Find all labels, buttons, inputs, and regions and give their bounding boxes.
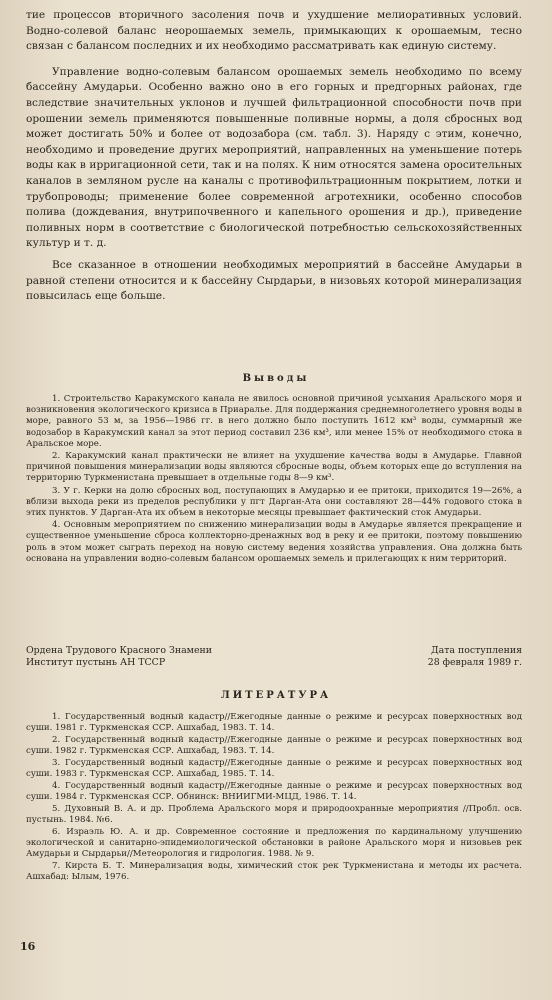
conclusion-3: 3. У г. Керки на долю сбросных вод, поступающих в Амударью и ее притоки, приходится 19—26%, а вблизи выхода реки из пределов республики у пгт Дарган-Ата они составляют 28—44% годового стока в этих пунктов. У Дарган-Ата их объем в некоторые месяцы превышает фактический сток Амударьи. <box>26 485 522 519</box>
reference-4: 4. Государственный водный кадастр//Ежегодные данные о режиме и ресурсах поверхностных вод суши. 1984 г. Туркменская ССР. Обнинск: ВНИИГМИ-МЦД, 1986. Т. 14. <box>26 781 522 802</box>
paragraph-3: Все сказанное в отношении необходимых мероприятий в бассейне Амударьи в равной степени относится и к бассейну Сырдарьи, в низовьях которой минерализация повысилась еще больше. <box>26 258 522 303</box>
paragraph-1: тие процессов вторичного засоления почв и ухудшение мелиоративных условий. Водно-солевой баланс неорошаемых земель, примыкающих к орошаемым, тесно связан с балансом последних и их необходимо рассматривать как единую систему. <box>26 9 522 53</box>
received-value: 28 февраля 1989 г. <box>427 657 522 668</box>
main-text <box>26 8 522 305</box>
reference-7: 7. Кирста Б. Т. Минерализация воды, химический сток рек Туркменистана и методы их расчета. Ашхабад: Ылым, 1976. <box>26 861 522 882</box>
conclusions-heading: Выводы <box>242 373 310 384</box>
received-label: Дата поступления <box>431 645 522 656</box>
paragraph-2: Управление водно-солевым балансом орошаемых земель необходимо по всему бассейну Амударьи. Особенно важно оно в его горных и предгорных районах, где вследствие значительных уклонов и лучшей фильтрационной способности почв при орошении земель применяются повышенные поливные нормы, а доля сбросных вод может достигать 50% и более от водозабора (см. табл. 3). Наряду с этим, конечно, необходимо и проведение других мероприятий, направленных на уменьшение потерь воды как в ирригационной сети, так и на полях. К ним относятся замена оросительных каналов в земляном русле на каналы с противофильтрационным покрытием, лотки и трубопроводы; применение более современной агротехники, особенно способов полива (дождевания, внутрипочвенного и капельного орошения и др.), приведение поливных норм в соответствие с биологической потребностью сельскохозяйственных культур и т. д. <box>26 65 522 250</box>
reference-1: 1. Государственный водный кадастр//Ежегодные данные о режиме и ресурсах поверхностных вод суши. 1981 г. Туркменская ССР. Ашхабад, 1983. Т. 14. <box>26 712 522 733</box>
conclusion-1: 1. Строительство Каракумского канала не явилось основной причиной усыхания Аральского моря и возникновения экологического кризиса в Приаралье. Для поддержания среднемноголетнего уровня воды в море, равного 53 м, за 1956—1986 гг. в него должно было поступить 1612 км³ воды, суммарный же водозабор в Каракумский канал за этот период составил 236 км³, или менее 15% от необходимого стока в Аральское море. <box>26 394 522 449</box>
conclusion-4: 4. Основным мероприятием по снижению минерализации воды в Амударье является прекращение и существенное уменьшение сброса коллекторно-дренажных вод в реку и ее притоки, поэтому повышению роль в этом может сыграть переход на новую систему ведения хозяйства управления. Она должна быть основана на управлении водно-солевым балансом орошаемых земель и прилегающих к ним территорий. <box>26 520 522 564</box>
references-list <box>26 712 522 884</box>
affiliation <box>26 645 522 669</box>
affiliation-org: Ордена Трудового Красного Знамени <box>26 645 213 656</box>
reference-5: 5. Духовный В. А. и др. Проблема Аральского моря и природоохранные мероприятия //Пробл. осв. пустынь. 1984. №6. <box>26 804 522 825</box>
conclusion-2: 2. Каракумский канал практически не влияет на ухудшение качества воды в Амударье. Главной причиной повышения минерализации воды являются сбросные воды, объем которых еще до вступления на территорию Туркменистана превышает в отдельные годы 8—9 км³. <box>26 451 522 484</box>
page-number: 16 <box>20 940 36 953</box>
reference-6: 6. Израэль Ю. А. и др. Современное состояние и предложения по кардинальному улучшению экологической и санитарно-эпидемиологической обстановки в районе Аральского моря и низовьев рек Амударьи и Сырдарьи//Метеорология и гидрология. 1988. № 9. <box>26 827 522 859</box>
reference-2: 2. Государственный водный кадастр//Ежегодные данные о режиме и ресурсах поверхностных вод суши. 1982 г. Туркменская ССР. Ашхабад, 1983. Т. 14. <box>26 735 522 756</box>
affiliation-institute: Институт пустынь АН ТССР <box>26 657 166 668</box>
reference-3: 3. Государственный водный кадастр//Ежегодные данные о режиме и ресурсах поверхностных вод суши. 1983 г. Туркменская ССР. Ашхабад, 1985. Т. 14. <box>26 758 522 779</box>
references-heading: ЛИТЕРАТУРА <box>220 690 332 701</box>
conclusions-list <box>26 394 522 565</box>
received-date <box>428 645 522 669</box>
